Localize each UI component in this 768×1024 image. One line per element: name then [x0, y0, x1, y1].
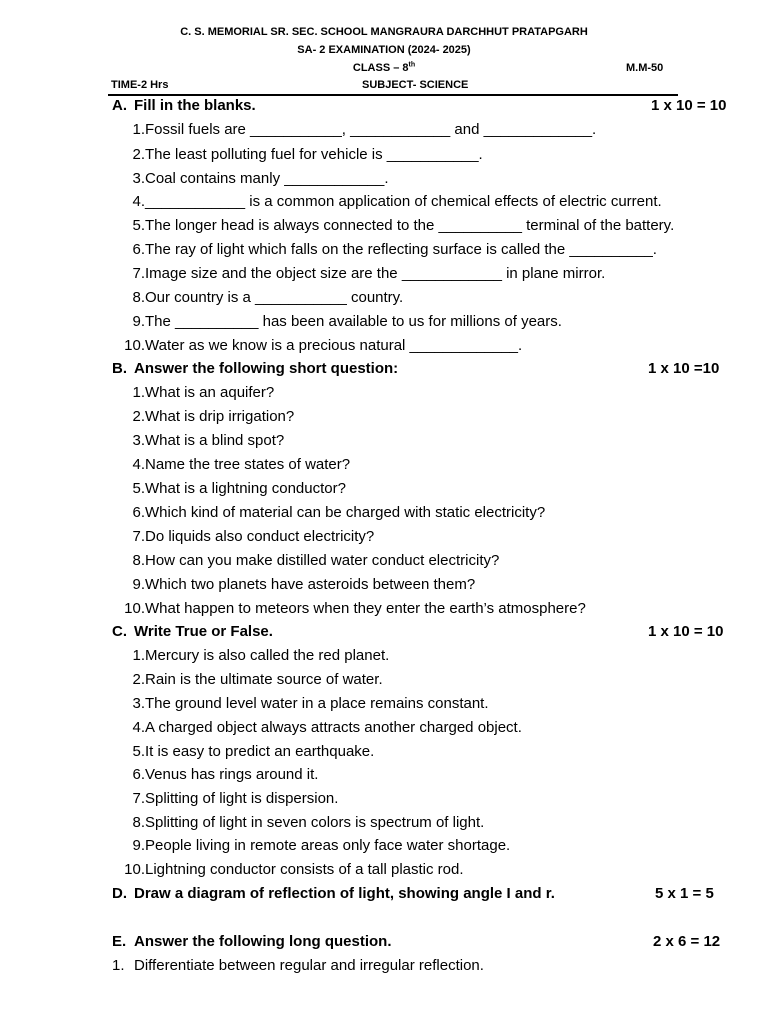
subject-label: SUBJECT- SCIENCE [362, 79, 469, 91]
question-number: 9. [132, 837, 145, 854]
section-d-letter: D. [112, 885, 127, 902]
section-a-letter: A. [112, 97, 127, 114]
question-text: What is a lightning conductor? [145, 480, 346, 497]
question-b-5 [118, 477, 748, 501]
question-a-4 [118, 190, 748, 214]
question-number: 3. [132, 695, 145, 712]
question-c-4 [118, 716, 748, 740]
question-text: Splitting of light is dispersion. [145, 790, 339, 807]
question-number: 6. [132, 241, 145, 258]
question-number: 2. [132, 671, 145, 688]
question-a-7 [118, 262, 748, 286]
question-text: ____________ is a common application of chemical effects of electric current. [145, 193, 662, 210]
question-number: 10. [124, 337, 145, 354]
question-text: Differentiate between regular and irregular reflection. [134, 957, 484, 974]
question-number: 5. [132, 743, 145, 760]
section-c-heading [112, 621, 732, 643]
section-b-letter: B. [112, 360, 127, 377]
section-a-heading [112, 95, 732, 117]
question-a-5 [118, 214, 748, 238]
question-number: 8. [132, 289, 145, 306]
question-text: Mercury is also called the red planet. [145, 647, 390, 664]
question-b-7 [118, 525, 748, 549]
question-text: Which two planets have asteroids between them? [145, 576, 476, 593]
question-number: 7. [132, 528, 145, 545]
question-text: The least polluting fuel for vehicle is ___________. [145, 146, 483, 163]
question-text: The __________ has been available to us for millions of years. [145, 313, 562, 330]
question-text: Splitting of light in seven colors is spectrum of light. [145, 814, 485, 831]
question-a-10 [118, 334, 748, 358]
question-text: Coal contains manly ____________. [145, 170, 389, 187]
question-text: People living in remote areas only face water shortage. [145, 837, 511, 854]
section-b-heading [112, 358, 732, 380]
question-b-2 [118, 405, 748, 429]
question-text: Our country is a ___________ country. [145, 289, 404, 306]
question-c-10 [118, 858, 748, 882]
section-e-heading [112, 931, 732, 953]
question-c-6 [118, 763, 748, 787]
exam-title: SA- 2 EXAMINATION (2024- 2025) [297, 44, 471, 56]
class-text: CLASS – 8 [352, 62, 409, 74]
class-superscript: th [408, 61, 416, 69]
section-c-letter: C. [112, 623, 127, 640]
question-text: The longer head is always connected to the __________ terminal of the battery. [145, 217, 675, 234]
question-number: 10. [124, 600, 145, 617]
question-number: 7. [132, 265, 145, 282]
question-b-4 [118, 453, 748, 477]
question-a-8 [118, 286, 748, 310]
question-number: 10. [124, 861, 145, 878]
section-b-marks: 1 x 10 =10 [648, 360, 720, 377]
question-number: 4. [132, 193, 145, 210]
question-number: 2. [132, 146, 145, 163]
question-number: 1. [132, 121, 145, 138]
question-number: 6. [132, 504, 145, 521]
question-number: 4. [132, 456, 145, 473]
question-text: It is easy to predict an earthquake. [145, 743, 375, 760]
question-number: 8. [132, 552, 145, 569]
question-text: Rain is the ultimate source of water. [145, 671, 383, 688]
question-text: Do liquids also conduct electricity? [145, 528, 375, 545]
question-number: 9. [132, 313, 145, 330]
question-a-9 [118, 310, 748, 334]
question-number: 7. [132, 790, 145, 807]
section-e-marks: 2 x 6 = 12 [653, 933, 721, 950]
question-number: 3. [132, 432, 145, 449]
question-number: 2. [132, 408, 145, 425]
question-text: What happen to meteors when they enter the earth’s atmosphere? [145, 600, 586, 617]
question-number: 5. [132, 217, 145, 234]
section-a-marks: 1 x 10 = 10 [651, 97, 727, 114]
question-c-5 [118, 740, 748, 764]
question-c-2 [118, 668, 748, 692]
section-e-letter: E. [112, 933, 127, 950]
question-number: 1. [132, 647, 145, 664]
question-a-3 [118, 167, 748, 191]
section-c-marks: 1 x 10 = 10 [648, 623, 724, 640]
question-a-6 [118, 238, 748, 262]
section-c-title: Write True or False. [134, 623, 273, 640]
question-number: 3. [132, 170, 145, 187]
question-text: Fossil fuels are ___________, ____________ and _____________. [145, 121, 597, 138]
question-a-2 [118, 143, 748, 167]
section-e-title: Answer the following long question. [134, 933, 392, 950]
question-b-1 [118, 381, 748, 405]
time-label: TIME-2 Hrs [111, 79, 169, 91]
question-number: 1. [112, 957, 125, 974]
question-text: A charged object always attracts another charged object. [145, 719, 522, 736]
question-c-8 [118, 811, 748, 835]
question-number: 9. [132, 576, 145, 593]
question-text: Venus has rings around it. [145, 766, 319, 783]
question-b-10 [118, 597, 748, 621]
question-text: Which kind of material can be charged with static electricity? [145, 504, 546, 521]
question-b-3 [118, 429, 748, 453]
question-c-3 [118, 692, 748, 716]
question-c-1 [118, 644, 748, 668]
question-text: Name the tree states of water? [145, 456, 351, 473]
question-b-8 [118, 549, 748, 573]
question-text: Water as we know is a precious natural _____________. [145, 337, 523, 354]
question-text: How can you make distilled water conduct electricity? [145, 552, 500, 569]
question-text: What is an aquifer? [145, 384, 275, 401]
question-b-6 [118, 501, 748, 525]
question-text: The ground level water in a place remains constant. [145, 695, 489, 712]
question-c-9 [118, 834, 748, 858]
section-d-title: Draw a diagram of reflection of light, showing angle I and r. [134, 885, 555, 902]
question-e-1 [112, 954, 742, 978]
question-text: What is a blind spot? [145, 432, 285, 449]
question-number: 8. [132, 814, 145, 831]
question-b-9 [118, 573, 748, 597]
question-number: 6. [132, 766, 145, 783]
section-a-title: Fill in the blanks. [134, 97, 256, 114]
question-number: 1. [132, 384, 145, 401]
question-text: Image size and the object size are the ____________ in plane mirror. [145, 265, 606, 282]
section-d-heading [112, 883, 732, 905]
question-number: 4. [132, 719, 145, 736]
question-text: Lightning conductor consists of a tall plastic rod. [145, 861, 464, 878]
school-name: C. S. MEMORIAL SR. SEC. SCHOOL MANGRAURA DARCHHUT PRATAPGARH [180, 26, 588, 38]
section-d-marks: 5 x 1 = 5 [655, 885, 714, 902]
question-text: What is drip irrigation? [145, 408, 295, 425]
section-b-title: Answer the following short question: [134, 360, 399, 377]
question-c-7 [118, 787, 748, 811]
question-number: 5. [132, 480, 145, 497]
question-text: The ray of light which falls on the reflecting surface is called the __________. [145, 241, 657, 258]
max-marks: M.M-50 [626, 62, 664, 74]
question-a-1 [118, 118, 748, 142]
